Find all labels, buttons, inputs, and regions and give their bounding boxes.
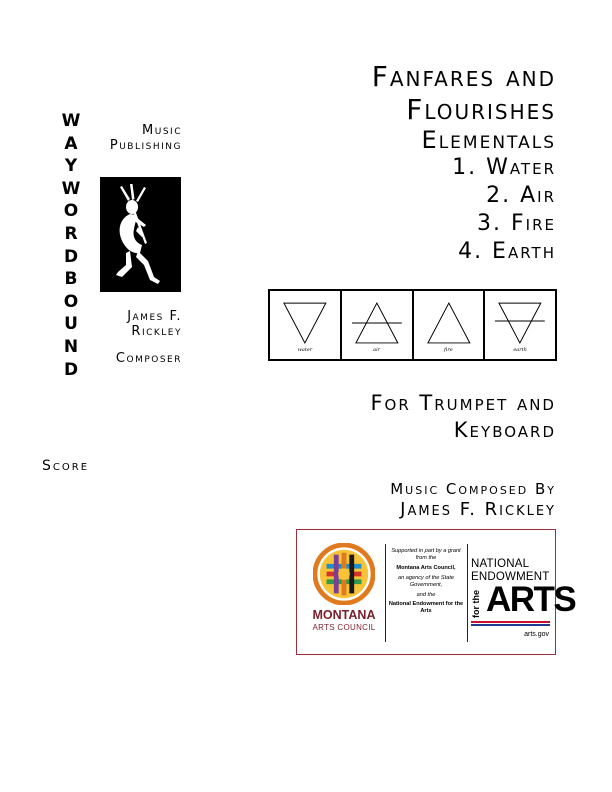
vertical-letter: O (63, 291, 79, 312)
symbol-label: air (373, 347, 381, 353)
symbol-earth (485, 291, 555, 359)
symbol-air (342, 291, 414, 359)
support-line: National Endowment for the Arts (388, 601, 464, 615)
vertical-letter: R (64, 223, 78, 244)
vertical-letter: N (63, 336, 79, 357)
nea-line2: ENDOWMENT (471, 571, 550, 583)
kokopelli-logo (100, 177, 181, 292)
vertical-letter: A (64, 133, 78, 154)
vertical-letter: D (63, 359, 79, 380)
support-line: Supported in part by a grant from the (391, 548, 461, 562)
instrumentation-line1: For Trumpet and (370, 391, 556, 415)
composer-label: Composer (115, 351, 182, 366)
nea-flag-stripes (471, 621, 550, 627)
montana-arts-council-logo-icon (313, 543, 375, 605)
vertical-letter: U (64, 314, 78, 335)
title-line2: Flourishes (406, 93, 556, 126)
divider (385, 544, 386, 642)
vertical-letter: W (61, 111, 81, 131)
title-line3: Elementals (421, 126, 556, 154)
support-line: an agency of the State Government, (398, 574, 454, 588)
publishing-label: Publishing (109, 138, 182, 153)
symbol-label: fire (444, 347, 453, 353)
nea-arts: ARTS (486, 580, 576, 619)
symbol-label: earth (513, 347, 527, 353)
composer-name-line2: Rickley (131, 324, 182, 339)
element-symbols (268, 289, 557, 361)
support-line: Montana Arts Council, (396, 564, 456, 571)
nea-url: arts.gov (524, 631, 549, 638)
symbol-water (270, 291, 342, 359)
vertical-letter: W (61, 178, 81, 199)
support-text (388, 548, 464, 618)
grant-acknowledgement (296, 529, 576, 655)
kokopelli-icon (100, 177, 181, 292)
symbol-label: water (297, 347, 313, 353)
movement-3: 3. Fire (477, 211, 556, 236)
vertical-letter: B (64, 269, 78, 290)
movement-1: 1. Water (452, 155, 556, 180)
nea-line1: NATIONAL (471, 558, 530, 570)
vertical-letter: O (63, 201, 79, 222)
score-label: Score (42, 458, 90, 474)
montana-sub: ARTS COUNCIL (312, 623, 376, 632)
nea-for: for the (471, 590, 481, 618)
montana-name: MONTANA (312, 608, 376, 622)
credit-line2: James F. Rickley (400, 499, 556, 520)
credit-line1: Music Composed By (390, 480, 556, 498)
composer-name-line1: James F. (127, 309, 182, 324)
title-line1: Fanfares and (371, 60, 556, 93)
music-label: Music (142, 123, 182, 138)
symbol-fire (414, 291, 486, 359)
divider (467, 544, 468, 642)
support-line: and the (416, 591, 436, 598)
movement-2: 2. Air (486, 183, 556, 208)
instrumentation-line2: Keyboard (453, 418, 556, 442)
vertical-letter: D (63, 246, 79, 267)
publisher-vertical-name (58, 110, 84, 381)
movement-4: 4. Earth (458, 239, 556, 264)
vertical-letter: Y (64, 156, 78, 177)
